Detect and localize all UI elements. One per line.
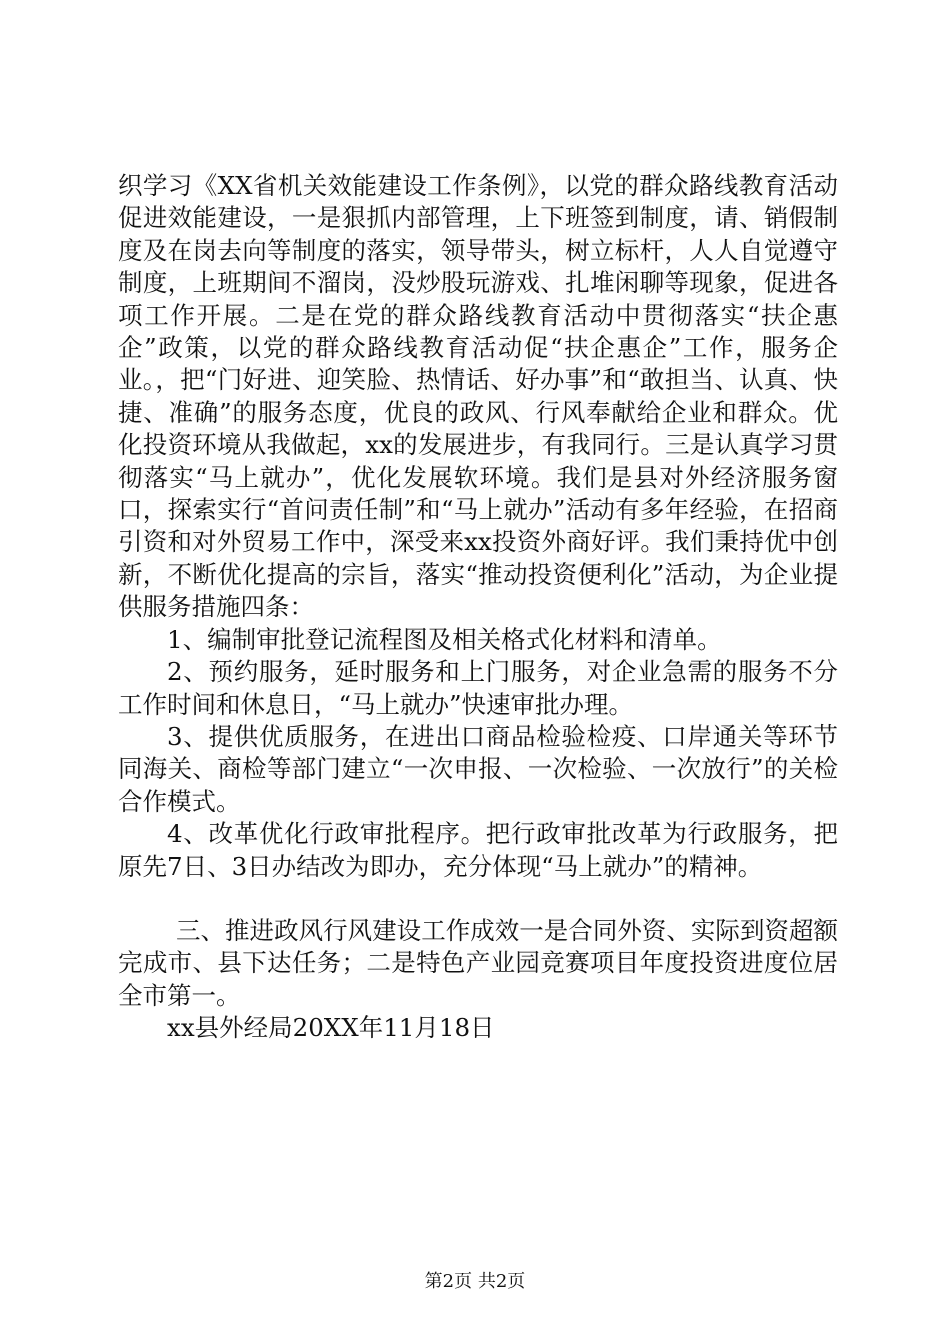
paragraph-main: 织学习《XX省机关效能建设工作条例》，以党的群众路线教育活动促进效能建设，一是狠抓内部管理，上下班签到制度，请、销假制度及在岗去向等制度的落实，领导带头，树立标杆，人人自觉遵守制度，上班期间不溜岗，没炒股玩游戏、扎堆闲聊等现象，促进各项工作开展。二是在党的群众路线教育活动中贯彻落实“扶企惠企”政策，以党的群众路线教育活动促“扶企惠企”工作，服务企业。，把“门好进、迎笑脸、热情话、好办事”和“敢担当、认真、快捷、准确”的服务态度，优良的政风、行风奉献给企业和群众。优化投资环境从我做起，xx的发展进步，有我同行。三是认真学习贯彻落实“马上就办”，优化发展软环境。我们是县对外经济服务窗口，探索实行“首问责任制”和“马上就办”活动有多年经验，在招商引资和对外贸易工作中，深受来xx投资外商好评。我们秉持优中创新，不断优化提高的宗旨，落实“推动投资便利化”活动，为企业提供服务措施四条： [118, 171, 838, 622]
list-item-3: 3、提供优质服务，在进出口商品检验检疫、口岸通关等环节同海关、商检等部门建立“一次申报、一次检验、一次放行”的关检合作模式。 [118, 721, 838, 816]
signature-line: xx县外经局20XX年11月18日 [167, 1013, 495, 1043]
document-body [118, 170, 838, 1045]
list-item-2: 2、预约服务，延时服务和上门服务，对企业急需的服务不分工作时间和休息日，“马上就办”快速审批办理。 [118, 657, 838, 719]
list-item-4: 4、改革优化行政审批程序。把行政审批改革为行政服务，把原先7日、3日办结改为即办，充分体现“马上就办”的精神。 [118, 819, 838, 881]
list-item-1: 1、编制审批登记流程图及相关格式化材料和清单。 [167, 624, 722, 654]
page-number: 第2页 共2页 [424, 1271, 526, 1292]
paragraph-gap [118, 883, 838, 915]
paragraph-results: 三、推进政风行风建设工作成效一是合同外资、实际到资超额完成市、县下达任务；二是特色产业园竞赛项目年度投资进度位居全市第一。 [118, 915, 838, 1010]
